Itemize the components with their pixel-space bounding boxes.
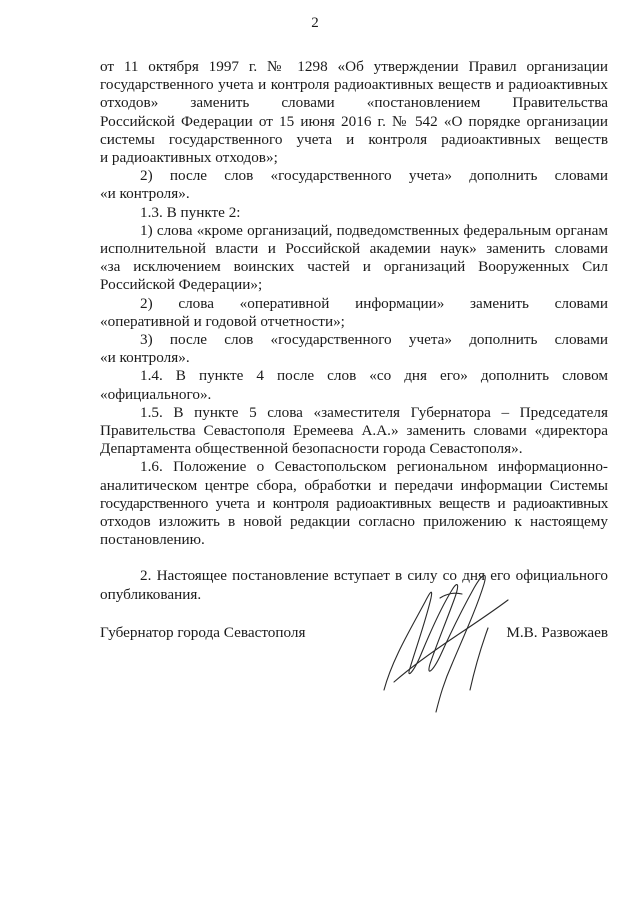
handwritten-signature <box>370 540 520 720</box>
body-line: опубликования. <box>100 585 202 603</box>
page-number: 2 <box>311 15 319 31</box>
body-line: государственного учета и контроля радиоактивных веществ и радиоактивных <box>100 76 608 94</box>
body-line: «оперативной и годовой отчетности»; <box>100 312 345 330</box>
body-line: и радиоактивных отходов»; <box>100 149 278 167</box>
body-line: 1) слова «кроме организаций, подведомственных федеральным органам <box>140 221 608 239</box>
body-line: 3) после слов «государственного учета» дополнить словами <box>140 331 608 349</box>
body-line: отходов изложить в новой редакции согласно приложению к настоящему <box>100 513 608 531</box>
body-line: 1.4. В пункте 4 после слов «со дня его» дополнить словом <box>140 367 608 385</box>
body-line: аналитическом центре сбора, обработки и передачи информации Системы <box>100 476 608 494</box>
body-line: 2) после слов «государственного учета» дополнить словами <box>140 167 608 185</box>
document-body <box>100 58 608 604</box>
body-line: 2. Настоящее постановление вступает в силу со дня его официального <box>140 567 608 585</box>
body-line: 1.5. В пункте 5 слова «заместителя Губернатора – Председателя <box>140 403 608 421</box>
body-line: «за исключением воинских частей и организаций Вооруженных Сил <box>100 258 608 276</box>
body-line: «и контроля». <box>100 185 190 203</box>
body-line: Департамента общественной безопасности города Севастополя». <box>100 440 523 458</box>
body-line: исполнительной власти и Российской академии наук» заменить словами <box>100 240 608 258</box>
body-line: системы государственного учета и контроля радиоактивных веществ <box>100 130 608 148</box>
body-line: постановлению. <box>100 531 205 549</box>
body-line: «и контроля». <box>100 349 190 367</box>
signer-name: М.В. Развожаев <box>506 624 608 641</box>
body-line: Российской Федерации от 15 июня 2016 г. № 542 «О порядке организации <box>100 112 608 130</box>
body-line: Российской Федерации»; <box>100 276 263 294</box>
body-line: от 11 октября 1997 г. № 1298 «Об утверждении Правил организации <box>100 58 608 75</box>
body-line: 1.6. Положение о Севастопольском региональном информационно- <box>140 458 608 476</box>
body-line: «официального». <box>100 385 212 403</box>
body-line: 2) слова «оперативной информации» заменить словами <box>140 294 608 312</box>
body-line: 1.3. В пункте 2: <box>140 203 241 221</box>
body-line: государственного учета и контроля радиоактивных веществ и радиоактивных <box>100 494 608 512</box>
signer-position-title: Губернатор города Севастополя <box>100 624 306 641</box>
body-line: отходов» заменить словами «постановлением Правительства <box>100 94 608 112</box>
body-line: Правительства Севастополя Еремеева А.А.» заменить словами «директора <box>100 422 608 440</box>
